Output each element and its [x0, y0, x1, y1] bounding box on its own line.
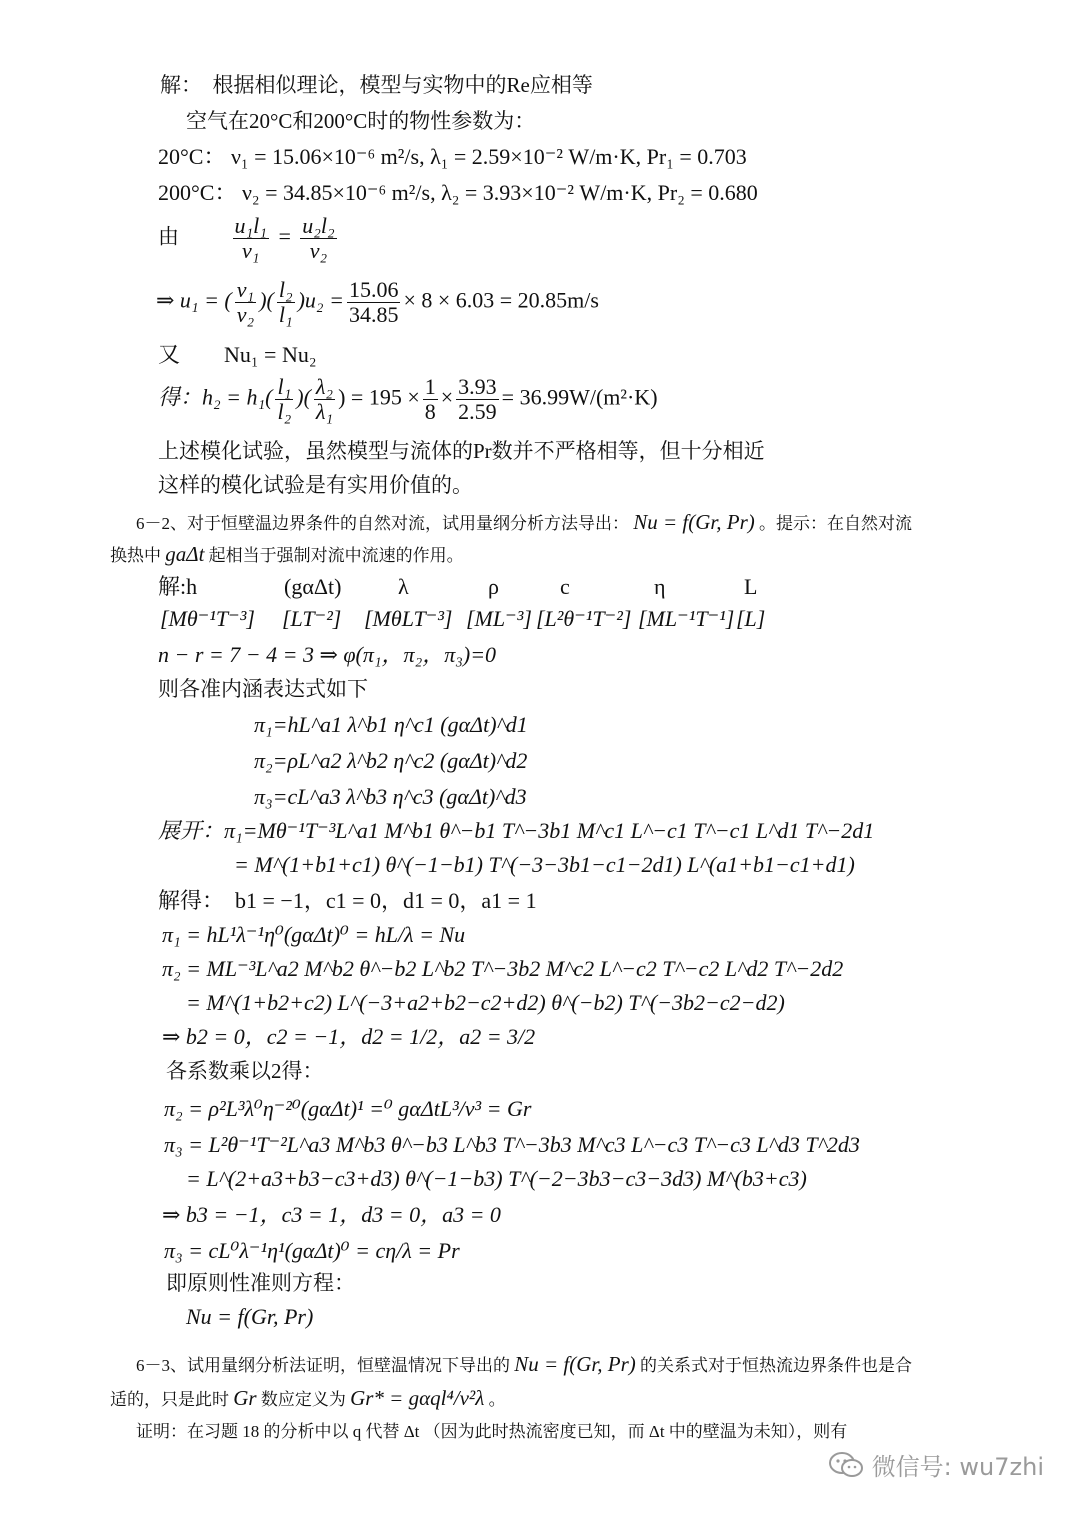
air-properties-200c: 200°C： ν₂ = 34.85×10⁻⁶ m²/s, λ₂ = 3.93×10⁻² W/m·K, Pr₂ = 0.680 [158, 180, 758, 205]
frac-num: λ₂ [315, 374, 334, 399]
pi2-result: π₂ = ρ²L³λ⁰η⁻²⁰(gαΔt)¹ =⁰ gαΔtL³/ν³ = Gr [164, 1096, 532, 1121]
problem-6-2-line-2 [110, 542, 464, 568]
pi2-expansion: π₂ = ML⁻³L^a2 M^b2 θ^−b2 L^b2 T^−3b2 M^c2 L^−c2 T^−c2 L^d2 T^−2d2 [162, 956, 844, 981]
fraction-viscosity-ratio [347, 278, 401, 327]
eq-part: ⇒ u₁ = ( [156, 287, 232, 313]
frac-num: 15.06 [348, 277, 399, 302]
problem-text: 数应定义为 [260, 1390, 346, 1409]
eq-part: )( [296, 384, 311, 410]
frac-den: l₂ [277, 399, 292, 424]
air-properties-20c: 20°C： ν₁ = 15.06×10⁻⁶ m²/s, λ₁ = 2.59×10⁻² W/m·K, Pr₁ = 0.703 [158, 144, 747, 169]
pi-count: n − r = 7 − 4 = 3 ⇒ φ(π₁，π₂，π₃)=0 [158, 642, 497, 667]
frac-num: 1 [424, 374, 436, 399]
problem-6-3-line-1 [136, 1352, 912, 1378]
frac-num: 3.93 [458, 374, 497, 399]
problem-6-3-line-2 [110, 1386, 506, 1412]
fraction-l1-l2 [275, 375, 293, 424]
problem-text: 起相当于强制对流中流速的作用。 [208, 546, 464, 565]
multiply-coefficients-note: 各系数乘以2得： [166, 1059, 324, 1083]
watermark [828, 1447, 1044, 1482]
u1-derivation [156, 278, 599, 327]
pi3-result: π₃ = cL⁰λ⁻¹η¹(gαΔt)⁰ = cη/λ = Pr [164, 1238, 460, 1263]
pi1-expansion-collected: = M^(1+b1+c1) θ^(−1−b1) T^(−3−3b1−c1−2d1) L^(a1+b1−c1+d1) [234, 852, 855, 877]
problem-term: gaΔt [165, 542, 205, 566]
problem-text: 适的，只是此时 [110, 1390, 229, 1409]
pi3-solution: ⇒ b3 = −1，c3 = 1，d3 = 0，a3 = 0 [162, 1202, 501, 1227]
frac-num: ν₁ [236, 277, 255, 302]
pi3-definition: π₃=cL^a3 λ^b3 η^c3 (gαΔt)^d3 [254, 784, 527, 809]
criterion-equation: Nu = f(Gr, Pr) [186, 1304, 314, 1329]
dim-head-eta: η [654, 574, 666, 599]
dim-head-l: L [744, 574, 758, 599]
fraction-lambda2-lambda1 [314, 375, 335, 424]
eq-part: )u₂ = [297, 287, 344, 313]
dim-h: [Mθ⁻¹T⁻³] [160, 606, 255, 631]
fraction-v1-v2 [235, 278, 256, 327]
problem-equation: Nu = f(Gr, Pr) [514, 1352, 636, 1376]
pi2-definition: π₂=ρL^a2 λ^b2 η^c2 (gαΔt)^d2 [254, 748, 528, 773]
problem-text: 的关系式对于恒热流边界条件也是合 [640, 1356, 913, 1375]
dim-head-h: 解:h [158, 574, 198, 599]
problem-6-2-line-1 [136, 510, 912, 536]
frac-den: 8 [424, 399, 436, 424]
dim-c: [L²θ⁻¹T⁻²] [536, 606, 632, 631]
frac-den: 2.59 [458, 399, 497, 424]
eq-part: 得：h₂ = h₁( [158, 384, 273, 410]
dim-eta: [ML⁻¹T⁻¹] [638, 606, 735, 631]
problem-definition: Gr* = gαql⁴/ν²λ [350, 1386, 485, 1410]
problem-text: 。 [488, 1390, 506, 1409]
pi1-solution: 解得： b1 = −1，c1 = 0，d1 = 0，a1 = 1 [158, 888, 537, 913]
dim-rho: [ML⁻³] [466, 606, 532, 631]
problem-equation: Nu = f(Gr, Pr) [633, 510, 755, 534]
frac-den: λ₁ [315, 399, 334, 424]
dim-head-c: c [560, 574, 570, 599]
pi2-expansion-collected: = M^(1+b2+c2) L^(−3+a2+b2−c2+d2) θ^(−b2) T^(−3b2−c2−d2) [186, 990, 785, 1015]
frac-den: ν₁ [242, 238, 260, 263]
fraction-u1l1-v1 [233, 214, 269, 263]
frac-den: 34.85 [348, 302, 399, 327]
re-equality-label: 由 [158, 224, 179, 249]
frac-num: u₁l₁ [234, 213, 267, 238]
pi2-solution: ⇒ b2 = 0，c2 = −1，d2 = 1/2，a2 = 3/2 [162, 1024, 536, 1049]
problem-text: 6－2、对于恒壁温边界条件的自然对流，试用量纲分析方法导出： [136, 514, 629, 533]
problem-text: 。提示：在自然对流 [759, 514, 913, 533]
solution-intro: 解： 根据相似理论，模型与实物中的Re应相等 [160, 73, 593, 97]
dim-head-lambda: λ [398, 574, 409, 599]
eq-part: × [440, 384, 454, 410]
dim-galphadt: [LT⁻²] [282, 606, 342, 631]
pi-expressions-heading: 则各准内涵表达式如下 [158, 677, 368, 701]
problem-text: 换热中 [110, 546, 161, 565]
eq-part: × 8 × 6.03 = 20.85m/s [403, 287, 599, 313]
eq-part: ) = 195 × [338, 384, 420, 410]
watermark-text: 微信号: wu7zhi [871, 1453, 1044, 1481]
pi1-expansion: 展开：π₁=Mθ⁻¹T⁻³L^a1 M^b1 θ^−b1 T^−3b1 M^c1 L^−c1 T^−c1 L^d1 T^−2d1 [158, 818, 875, 843]
eq-part: )( [259, 287, 274, 313]
dim-head-rho: ρ [488, 574, 499, 599]
dim-lambda: [MθLT⁻³] [364, 606, 453, 631]
frac-num: u₂l₂ [302, 213, 335, 238]
dim-head-galphadt: (gαΔt) [284, 574, 342, 599]
fraction-one-eighth [423, 375, 438, 424]
re-equality-line: 由 $\frac{\text{u₁l₁}}{\text{ν₁}}$ = $\frac{\text{u₂l₂}}{\text{ν₂}}$ [158, 213, 335, 263]
fraction-l2-l1 [277, 278, 295, 327]
h2-derivation [158, 375, 658, 424]
criterion-heading: 即原则性准则方程： [166, 1271, 355, 1295]
proof-line: 证明：在习题 18 的分析中以 q 代替 Δt （因为此时热流密度已知，而 Δt 中的壁温为未知），则有 [136, 1422, 848, 1441]
eq-part: = 36.99W/(m²·K) [501, 384, 658, 410]
pi3-expansion-collected: = L^(2+a3+b3−c3+d3) θ^(−1−b3) T^(−2−3b3−c3−3d3) M^(b3+c3) [186, 1166, 807, 1191]
dim-l: [L] [736, 606, 766, 631]
pi1-result: π₁ = hL¹λ⁻¹η⁰(gαΔt)⁰ = hL/λ = Nu [162, 922, 466, 947]
problem-term: Gr [233, 1386, 257, 1410]
nu-equality: 又 Nu₁ = Nu₂ [158, 342, 317, 367]
conclusion-line-1: 上述模化试验，虽然模型与流体的Pr数并不严格相等，但十分相近 [158, 439, 765, 463]
frac-den: ν₂ [236, 302, 255, 327]
air-properties-heading: 空气在20°C和200°C时的物性参数为： [186, 109, 536, 133]
pi3-expansion: π₃ = L²θ⁻¹T⁻²L^a3 M^b3 θ^−b3 L^b3 T^−3b3 M^c3 L^−c3 T^−c3 L^d3 T^2d3 [164, 1132, 860, 1157]
fraction-conductivity-ratio [456, 375, 499, 424]
pi1-definition: π₁=hL^a1 λ^b1 η^c1 (gαΔt)^d1 [254, 712, 528, 737]
fraction-u2l2-v2 [300, 214, 336, 263]
frac-num: l₂ [278, 277, 293, 302]
wechat-icon [828, 1451, 864, 1479]
frac-num: l₁ [277, 374, 292, 399]
frac-den: l₁ [278, 302, 293, 327]
problem-text: 6－3、试用量纲分析法证明，恒壁温情况下导出的 [136, 1356, 510, 1375]
conclusion-line-2: 这样的模化试验是有实用价值的。 [158, 473, 473, 497]
frac-den: ν₂ [309, 238, 328, 263]
